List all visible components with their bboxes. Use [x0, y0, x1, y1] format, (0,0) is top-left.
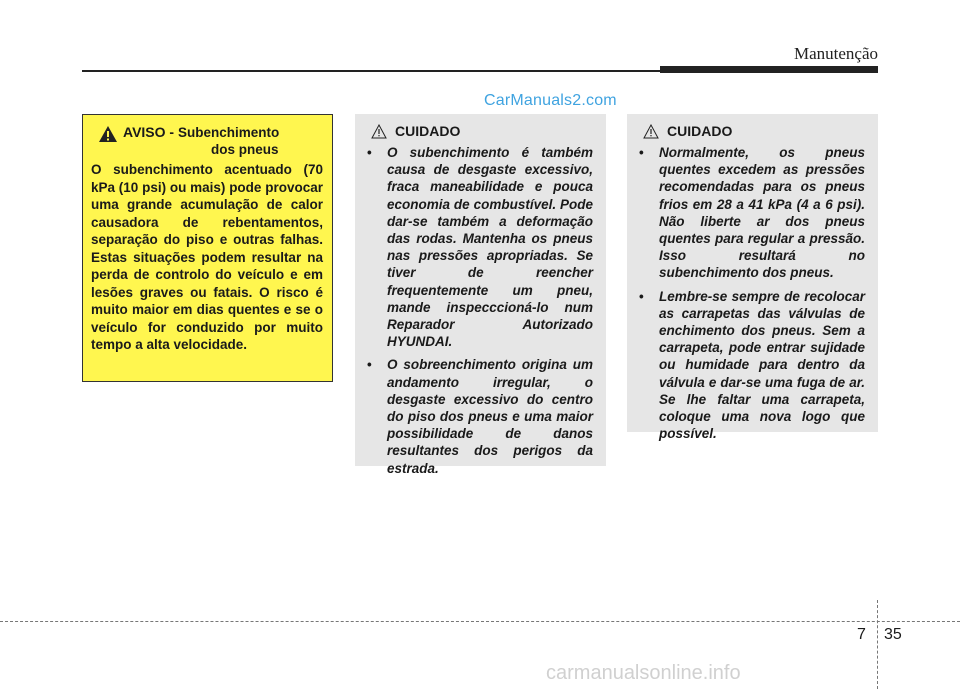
list-item	[365, 356, 593, 476]
warning-body: O subenchimento acentuado (70 kPa (10 psi) ou mais) pode provocar uma grande acumulação de calor causadora de rebentamentos, separação do piso e outras falhas. Estas situações podem resultar na perda de controlo do veículo e em lesões graves ou fatais. O risco é muito maior em dias quentes e se o veículo for conduzido por muito tempo a alta velocidade.	[91, 162, 323, 352]
caution-triangle-icon	[643, 124, 659, 139]
section-title: Manutenção	[793, 44, 878, 63]
list-item	[365, 144, 593, 350]
footer-dashed-rule	[0, 621, 960, 622]
watermark-link[interactable]: CarManuals2.com	[484, 92, 617, 109]
warning-title-main: AVISO	[123, 124, 166, 140]
list-item	[637, 288, 865, 443]
bullet: •	[639, 145, 644, 160]
bullet: •	[367, 357, 372, 373]
warning-title-sub: Subenchimento	[177, 125, 280, 140]
page-number: 35	[884, 626, 902, 643]
list-item-text: Lembre-se sempre de recolocar as carrapetas das válvulas de enchimento dos pneus. Sem a carrapeta, pode entrar sujidade ou humidade para dentro da válvula e dar-se uma fuga de ar. Se lhe faltar uma carrapeta, coloque uma nova logo que possível.	[659, 288, 865, 442]
footer-vertical-divider	[877, 600, 878, 689]
caution-box-1	[355, 114, 606, 476]
chapter-number: 7	[857, 626, 866, 643]
warning-title	[123, 124, 279, 158]
caution-header	[637, 122, 865, 140]
caution-list	[365, 144, 593, 477]
caution-title: CUIDADO	[667, 123, 733, 139]
warning-header	[91, 124, 323, 158]
bullet: •	[367, 145, 372, 160]
bullet: •	[639, 288, 644, 304]
caution-list	[637, 144, 865, 442]
caution-box-2	[627, 114, 878, 442]
list-item	[637, 144, 865, 282]
warning-title-separator: -	[165, 124, 178, 140]
list-item-text: O sobreenchimento origina um andamento irregular, o desgaste excessivo do centro do piso dos pneus e uma maior possibilidade de danos resultantes dos perigos da estrada.	[387, 357, 593, 476]
warning-triangle-icon	[99, 126, 117, 142]
caution-header	[365, 122, 593, 140]
list-item-text: Normalmente, os pneus quentes excedem as pressões recomendadas para os pneus frios em 28 a 41 kPa (4 a 6 psi). Não liberte ar dos pneus quentes para regular a pressão. Isso resultará no subenchimento dos pneus.	[659, 145, 865, 281]
header-rule-thick	[660, 66, 878, 73]
warning-box	[82, 114, 333, 382]
caution-title: CUIDADO	[395, 123, 461, 139]
watermark-footer: carmanualsonline.info	[546, 662, 741, 684]
warning-title-sub-line2: dos pneus	[211, 142, 279, 157]
header-rule-thin	[82, 70, 662, 72]
caution-triangle-icon	[371, 124, 387, 139]
list-item-text: O subenchimento é também causa de desgaste excessivo, fraca maneabilidade e pouca economia de combustível. Pode dar-se também a deformação das rodas. Mantenha os pneus nas pressões apropriadas. Se tiver de reencher frequentemente um pneu, mande inspecccioná-lo num Reparador Autorizado HYUNDAI.	[387, 145, 593, 350]
